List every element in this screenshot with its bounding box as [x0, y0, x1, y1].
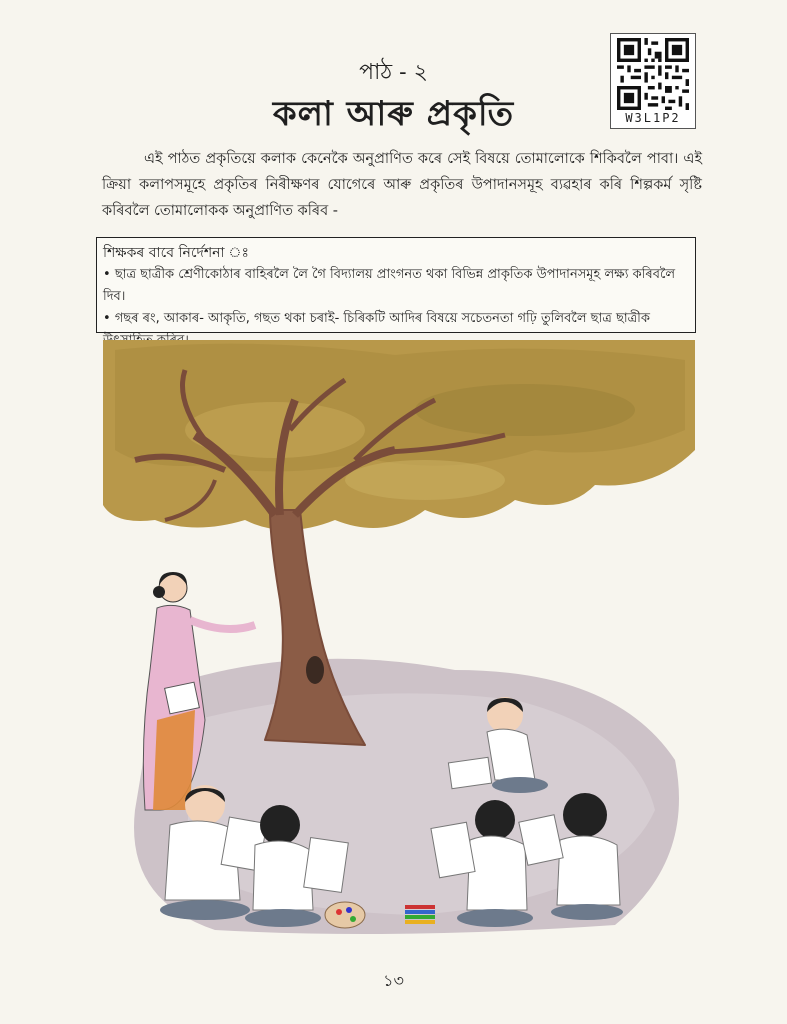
qr-code-icon: [617, 38, 689, 110]
instruction-text: ছাত্ৰ ছাত্ৰীক শ্ৰেণীকোঠাৰ বাহিৰলৈ লৈ গৈ বিদ্যালয় প্ৰাংগনত থকা বিভিন্ন প্ৰাকৃতিক উপাদানসমূহ লক্ষ্য কৰিবলৈ দিব।: [103, 267, 676, 304]
lesson-title: কলা আৰু প্ৰকৃতি: [272, 94, 515, 134]
teacher-instructions-heading: শিক্ষকৰ বাবে নিৰ্দেশনা ঃ: [103, 245, 249, 261]
intro-paragraph: [102, 146, 702, 224]
tree-foliage: [103, 340, 695, 530]
lesson-number: পাঠ - ২: [359, 60, 428, 85]
bullet-symbol: •: [103, 311, 111, 326]
instruction-text: গছৰ ৰং, আকাৰ- আকৃতি, গছত থকা চৰাই- চিৰিকটি আদিৰ বিষয়ে সচেতনতা গঢ়ি তুলিবলৈ ছাত্ৰ ছাত্ৰীক: [114, 311, 650, 326]
instruction-bullet: [103, 264, 689, 308]
qr-code-box[interactable]: [610, 33, 696, 129]
outdoor-drawing-class-illustration: [95, 340, 695, 940]
intro-text: এই পাঠত প্ৰকৃতিয়ে কলাক কেনেকৈ অনুপ্ৰাণিত কৰে সেই বিষয়ে তোমালোকে শিকিবলৈ পাবা। এই ক্ৰিয়া কলাপসমূহে প্ৰকৃতিৰ নিৰীক্ষণৰ যোগেৰে আৰু প্ৰকৃতিৰ উপাদানসমূহ ব্যৱহাৰ কৰি শিল্পকৰ্ম সৃষ্টি কৰিবলৈ তোমালোকক অনুপ্ৰাণিত কৰিব -: [102, 151, 702, 219]
bullet-symbol: •: [103, 267, 111, 282]
teacher-instructions-box: [96, 237, 696, 333]
paint-palette: [325, 902, 365, 928]
qr-code-label: W3L1P2: [625, 111, 681, 125]
page-number: ১৩: [383, 971, 404, 990]
